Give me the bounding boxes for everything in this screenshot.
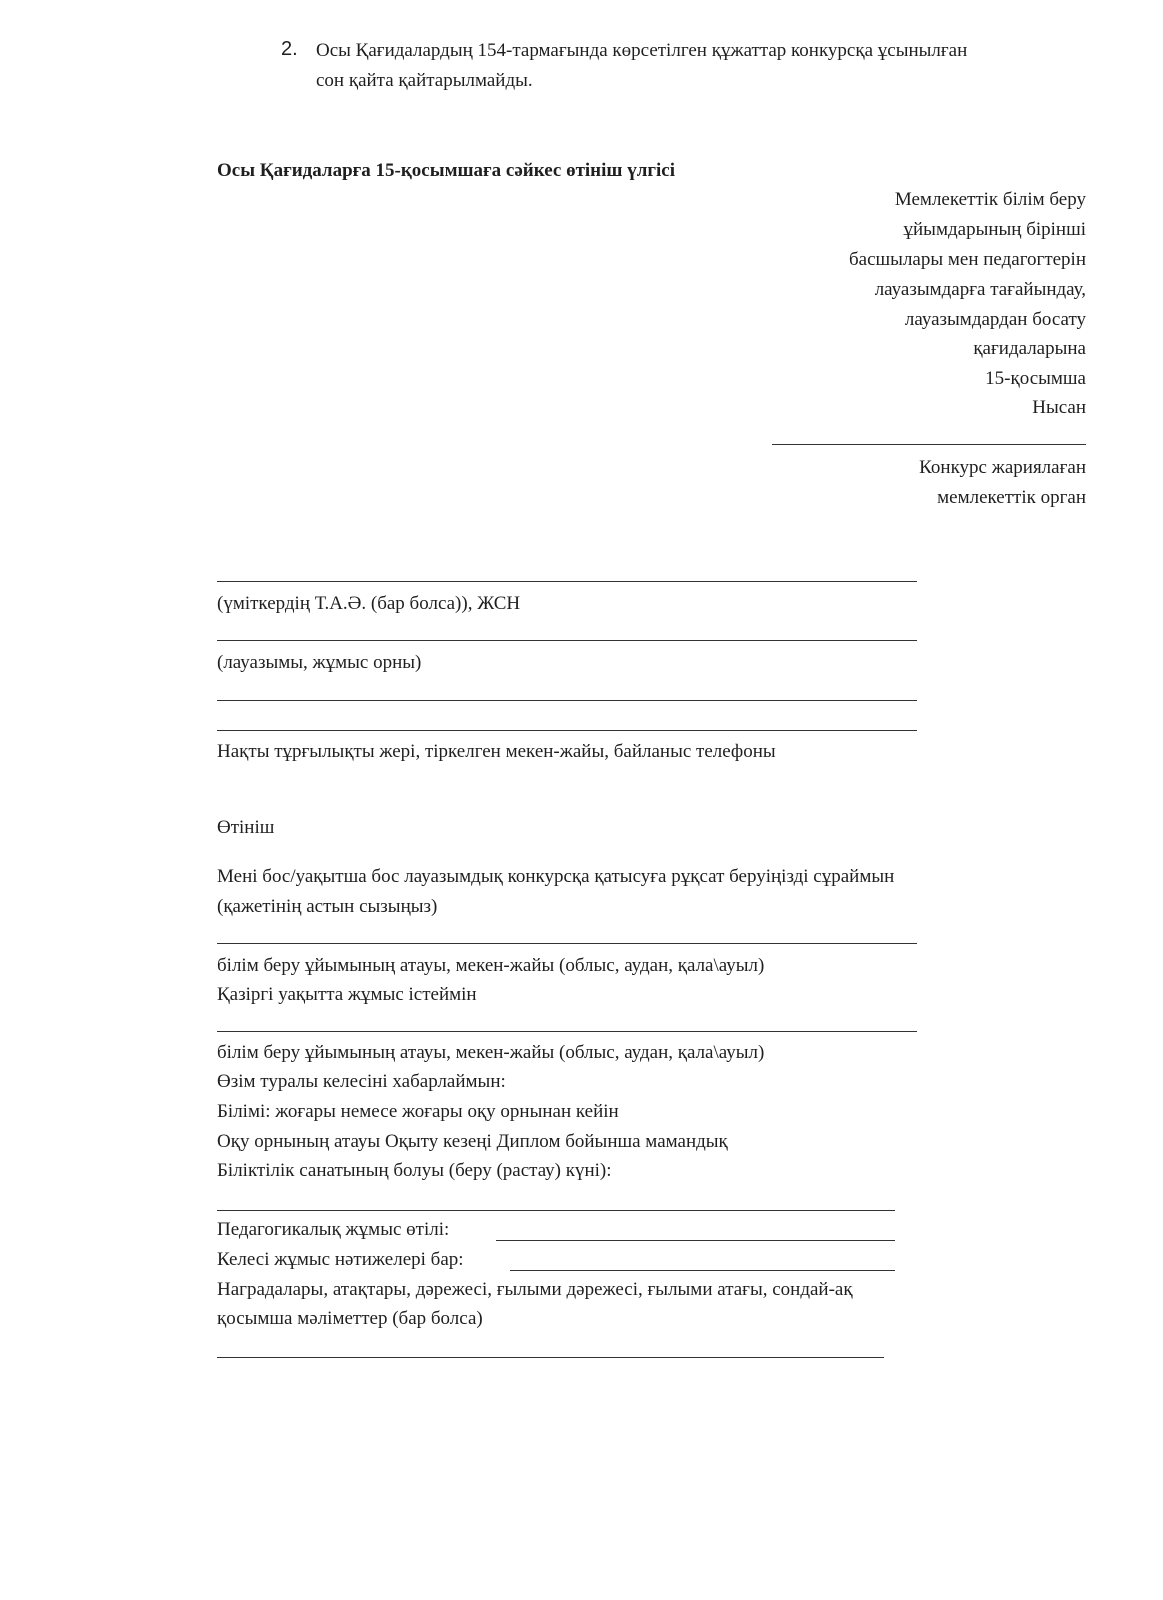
additional-info-blank-line[interactable] <box>217 1357 884 1358</box>
item-text-line-2: сон қайта қайтарылмайды. <box>316 70 533 91</box>
appendix-line-5: лауазымдардан босату <box>904 309 1086 330</box>
appendix-line-2: ұйымдарының бірінші <box>903 219 1086 240</box>
item-text-line-1: Осы Қағидалардың 154-тармағында көрсетілген құжаттар конкурсқа ұсынылған <box>316 40 968 61</box>
recipient-line-1: Конкурс жариялаған <box>919 457 1086 478</box>
recipient-blank-line[interactable] <box>772 444 1086 445</box>
address-blank-line-1[interactable] <box>217 700 917 701</box>
request-line-1: Мені бос/уақытша бос лауазымдық конкурсқа қатысуға рұқсат беруіңізді сұраймын <box>217 866 895 887</box>
appendix-line-1: Мемлекеттік білім беру <box>894 189 1086 210</box>
appendix-line-6: қағидаларына <box>973 338 1086 359</box>
work-results-label: Келесі жұмыс нәтижелері бар: <box>217 1249 464 1270</box>
awards-line-2: қосымша мәліметтер (бар болса) <box>217 1308 483 1329</box>
about-me: Өзім туралы келесіні хабарлаймын: <box>217 1071 506 1092</box>
form-label: Нысан <box>1032 397 1086 418</box>
work-results-blank-line[interactable] <box>510 1270 895 1271</box>
organization-blank-line-1[interactable] <box>217 943 917 944</box>
teaching-experience-blank-line[interactable] <box>496 1240 895 1241</box>
appendix-number: 15-қосымша <box>985 368 1086 389</box>
qualification: Біліктілік санатының болуы (беру (растау) күні): <box>217 1160 612 1181</box>
currently-working: Қазіргі уақытта жұмыс істеймін <box>217 984 477 1005</box>
sample-heading: Осы Қағидаларға 15-қосымшаға сәйкес өтініш үлгісі <box>217 160 675 181</box>
organization-caption-1: білім беру ұйымының атауы, мекен-жайы (облыс, аудан, қала\ауыл) <box>217 955 765 976</box>
applicant-name-blank-line[interactable] <box>217 581 917 582</box>
teaching-experience-label: Педагогикалық жұмыс өтілі: <box>217 1219 450 1240</box>
applicant-name-caption: (үміткердің Т.А.Ә. (бар болса)), ЖСН <box>217 593 521 614</box>
education: Білімі: жоғары немесе жоғары оқу орнынан кейін <box>217 1101 619 1122</box>
address-blank-line-2[interactable] <box>217 730 917 731</box>
position-blank-line[interactable] <box>217 640 917 641</box>
position-caption: (лауазымы, жұмыс орны) <box>217 652 422 673</box>
request-line-2: (қажетінің астын сызыңыз) <box>217 896 438 917</box>
qualification-blank-line[interactable] <box>217 1210 895 1211</box>
appendix-line-4: лауазымдарға тағайындау, <box>874 279 1086 300</box>
application-title: Өтініш <box>217 817 275 838</box>
organization-blank-line-2[interactable] <box>217 1031 917 1032</box>
awards-line-1: Наградалары, атақтары, дәрежесі, ғылыми дәрежесі, ғылыми атағы, сондай-ақ <box>217 1279 853 1300</box>
education-columns: Оқу орнының атауы Оқыту кезеңі Диплом бойынша мамандық <box>217 1131 728 1152</box>
recipient-line-2: мемлекеттік орган <box>937 487 1086 508</box>
organization-caption-2: білім беру ұйымының атауы, мекен-жайы (облыс, аудан, қала\ауыл) <box>217 1042 765 1063</box>
address-caption: Нақты тұрғылықты жері, тіркелген мекен-жайы, байланыс телефоны <box>217 741 776 762</box>
appendix-line-3: басшылары мен педагогтерін <box>849 249 1086 270</box>
item-number: 2. <box>281 38 298 60</box>
